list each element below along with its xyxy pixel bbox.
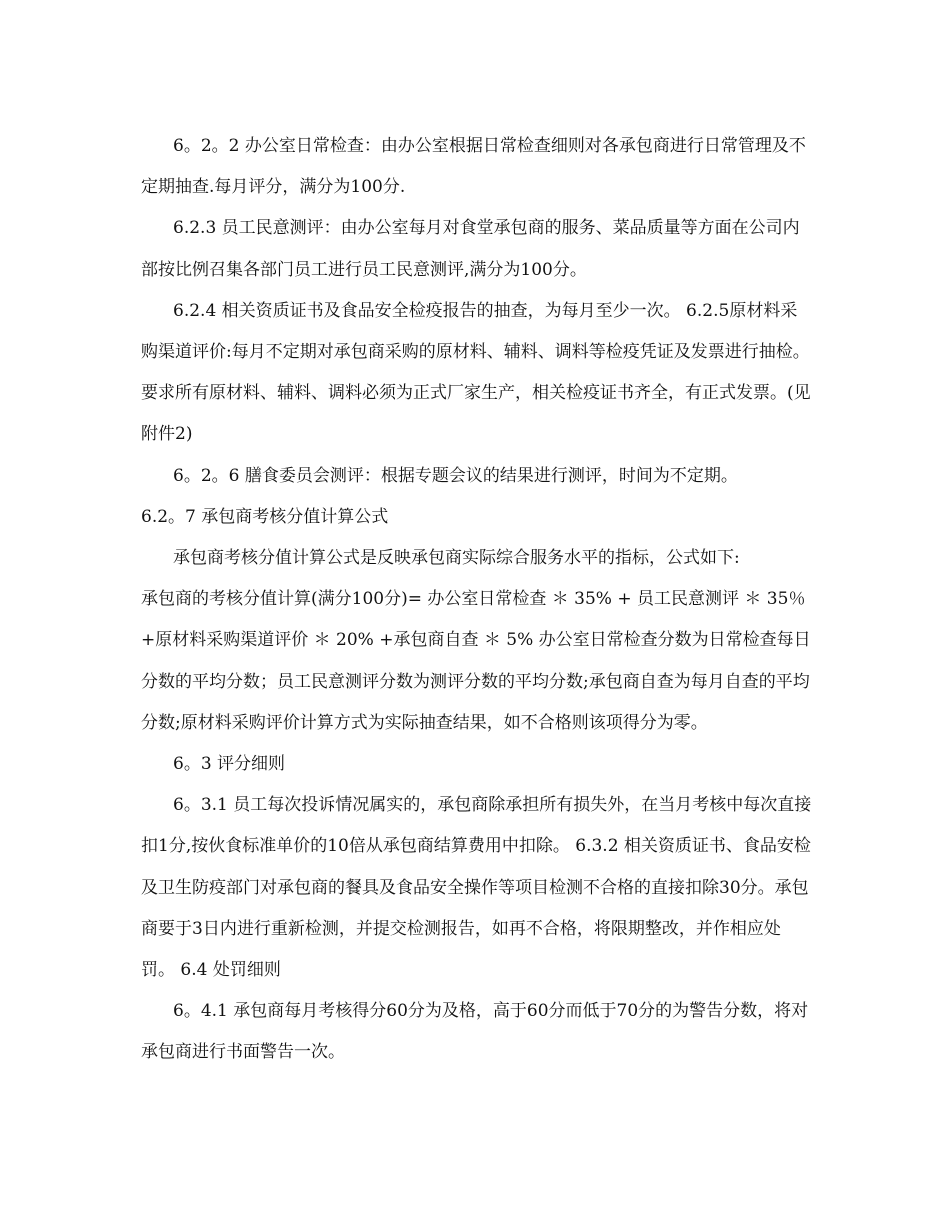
heading-6-2-7: 6.2。7 承包商考核分值计算公式 <box>141 506 389 527</box>
paragraph-6-4-1: 6。4.1 承包商每月考核得分60分为及格，高于60分而低于70分的为警告分数，将对承包商进行书面警告一次。 <box>141 1001 809 1063</box>
paragraph-6-2-3: 6.2.3 员工民意测评：由办公室每月对食堂承包商的服务、菜品质量等方面在公司内部按比例召集各部门员工进行员工民意测评,满分为100分。 <box>141 218 800 280</box>
paragraph-6-3-1: 6。3.1 员工每次投诉情况属实的，承包商除承担所有损失外，在当月考核中每次直接扣1分,按伙食标准单价的10倍从承包商结算费用中扣除。 6.3.2 相关资质证书、食品安检及卫生防疫部门对承包商的餐具及食品安全操作等项目检测不合格的直接扣除30分。承包商要于3日内进行重新检测，并提交检测报告，如再不合格，将限期整改，并作相应处罚。 6.4 处罚细则 <box>141 795 812 981</box>
paragraph-formula: 承包商的考核分值计算(满分100分)= 办公室日常检查 ＊ 35% + 员工民意测评 ＊ 35％ +原材料采购渠道评价 ＊ 20% +承包商自查 ＊ 5% 办公室日常检查分数为日常检查每日分数的平均分数；员工民意测评分数为测评分数的平均分数;承包商自查为每月自查的平均分数;原材料采购评价计算方式为实际抽查结果，如不合格则该项得分为零。 <box>141 589 811 733</box>
heading-6-3: 6。3 评分细则 <box>173 754 286 775</box>
paragraph-6-2-6: 6。2。6 膳食委员会测评：根据专题会议的结果进行测评，时间为不定期。 <box>173 465 738 486</box>
document-body <box>141 126 813 1074</box>
paragraph-6-2-4: 6.2.4 相关资质证书及食品安全检疫报告的抽查，为每月至少一次。 6.2.5原材料采购渠道评价:每月不定期对承包商采购的原材料、辅料、调料等检疫凭证及发票进行抽检。要求所有原材料、辅料、调料必须为正式厂家生产，相关检疫证书齐全，有正式发票。(见附件2) <box>141 300 811 445</box>
paragraph-formula-intro: 承包商考核分值计算公式是反映承包商实际综合服务水平的指标，公式如下: <box>173 548 740 569</box>
paragraph-6-2-2: 6。2。2 办公室日常检查：由办公室根据日常检查细则对各承包商进行日常管理及不定期抽查.每月评分，满分为100分. <box>141 136 806 198</box>
